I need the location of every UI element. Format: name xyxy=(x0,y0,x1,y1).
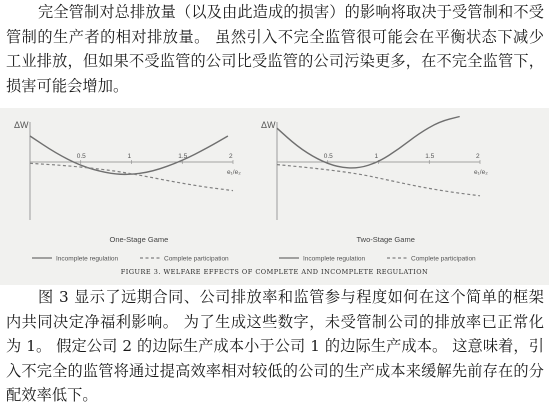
chart-two-stage-game xyxy=(255,112,500,266)
chart-axes xyxy=(261,120,488,220)
chart-one-stage-game xyxy=(8,112,253,266)
chart-title: One-Stage Game xyxy=(109,235,169,244)
y-axis-label: ΔW xyxy=(14,120,29,130)
x-tick-label: 0.5 xyxy=(76,153,86,160)
x-tick-label: 2 xyxy=(476,153,480,160)
series-complete-participation xyxy=(30,163,233,190)
series-incomplete-regulation xyxy=(277,117,460,168)
chart-axes xyxy=(14,120,241,220)
x-tick-label: 1 xyxy=(127,153,132,160)
explanation-paragraph: 图 3 显示了远期合同、公司排放率和监管参与程度如何在这个简单的框架内共同决定净福利影响。 为了生成这些数字，未受管制公司的排放率已正常化为 1。 假定公司 2 的边际生产成本小于公司 1 的边际生产成本。 这意味着，引入不完全的监管将通过提高效率相对较低的公司的生产成本来缓解先前存在的分配效率低下。 xyxy=(6,288,544,404)
x-tick-label: 1.5 xyxy=(425,153,435,160)
legend-label-complete: Complete participation xyxy=(164,255,229,263)
y-axis-label: ΔW xyxy=(261,120,276,130)
figure-3 xyxy=(0,108,549,285)
legend-label-incomplete: Incomplete regulation xyxy=(56,255,119,263)
x-tick-label: 0.5 xyxy=(323,153,333,160)
series-complete-participation xyxy=(277,165,480,196)
x-tick-label: 2 xyxy=(229,153,233,160)
legend-label-incomplete: Incomplete regulation xyxy=(303,255,366,263)
figure-caption: FIGURE 3. WELFARE EFFECTS OF COMPLETE AND INCOMPLETE REGULATION xyxy=(120,268,429,276)
x-axis-label: e₁/e₂ xyxy=(227,169,241,176)
x-tick-label: 1.5 xyxy=(178,153,188,160)
chart-title: Two-Stage Game xyxy=(356,235,415,244)
x-tick-label: 1 xyxy=(374,153,379,160)
x-axis-label: e₁/e₂ xyxy=(474,169,488,176)
intro-paragraph: 完全管制对总排放量（以及由此造成的损害）的影响将取决于受管制和不受管制的生产者的相对排放量。 虽然引入不完全监管很可能会在平衡状态下减少工业排放，但如果不受监管的公司比受监管的公司污染更多，在不完全监管下，损害可能会增加。 xyxy=(6,3,544,95)
legend-label-complete: Complete participation xyxy=(411,255,476,263)
